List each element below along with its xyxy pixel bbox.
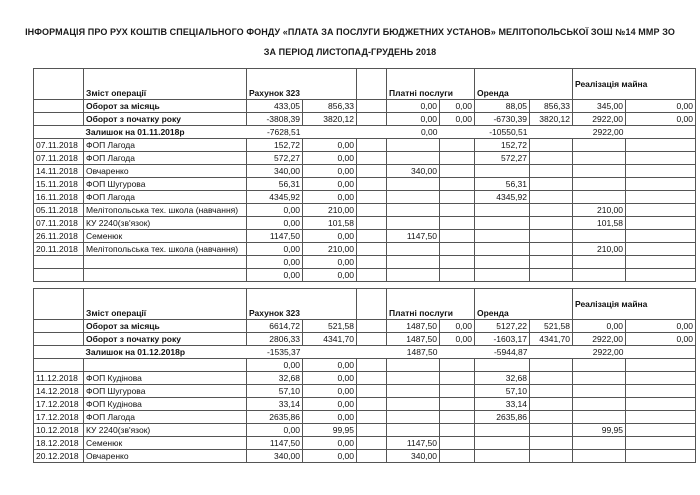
cell-paid: [387, 178, 440, 191]
cell-a: 1147,50: [247, 437, 303, 450]
cell-empty: [357, 398, 387, 411]
cell: 0,00: [440, 113, 475, 126]
cell-empty: [357, 411, 387, 424]
cell-sale: [573, 178, 626, 191]
cell-empty: [626, 372, 696, 385]
cell-empty: [626, 437, 696, 450]
table-row: [34, 424, 696, 437]
cell: 0,00: [626, 100, 696, 113]
cell-rent: 56,31: [475, 178, 530, 191]
cell-empty: [530, 437, 573, 450]
cell-sale: [573, 372, 626, 385]
cell-empty: [357, 204, 387, 217]
cell-a: 0,00: [247, 243, 303, 256]
cell-paid: [387, 372, 440, 385]
balance-row: [34, 346, 696, 359]
cell-paid: [387, 359, 440, 372]
cell-a: 572,27: [247, 152, 303, 165]
cell-empty: [530, 243, 573, 256]
cell-empty: [530, 424, 573, 437]
cell-sale: [573, 152, 626, 165]
cell: 4341,70: [303, 333, 357, 346]
header-row: [34, 69, 696, 100]
cell-op: Мелітопольська тех. школа (навчання): [84, 243, 247, 256]
cell-empty: [357, 424, 387, 437]
cell-empty: [626, 411, 696, 424]
cell-empty: [530, 178, 573, 191]
cell-op: ФОП Кудінова: [84, 372, 247, 385]
cell-paid: [387, 269, 440, 282]
cell-sale: 99,95: [573, 424, 626, 437]
cell-op: Мелітопольська тех. школа (навчання): [84, 204, 247, 217]
cell-empty: [626, 424, 696, 437]
table-row: [34, 178, 696, 191]
cell-empty: [440, 437, 475, 450]
cell: 0,00: [387, 126, 440, 139]
cell: 2922,00: [573, 333, 626, 346]
cell: 0,00: [573, 320, 626, 333]
cell-empty: [626, 191, 696, 204]
cell-op: Семенюк: [84, 437, 247, 450]
cell-b: 0,00: [303, 398, 357, 411]
cell-op: ФОП Лагода: [84, 411, 247, 424]
cell-sale: [573, 269, 626, 282]
cell-paid: [387, 139, 440, 152]
header-account: Рахунок 323: [247, 289, 357, 320]
cell-b: 99,95: [303, 424, 357, 437]
cell: -1603,17: [475, 333, 530, 346]
cell-op: [84, 269, 247, 282]
cell-empty: [530, 191, 573, 204]
header-account: Рахунок 323: [247, 69, 357, 100]
cell-date: 05.11.2018: [34, 204, 84, 217]
cell: 3820,12: [303, 113, 357, 126]
cell-rent: [475, 243, 530, 256]
cell: 433,05: [247, 100, 303, 113]
cell-op: КУ 2240(зв'язок): [84, 424, 247, 437]
cell-empty: [626, 398, 696, 411]
header-paid: Платні послуги: [387, 289, 475, 320]
cell-a: 0,00: [247, 256, 303, 269]
cell-empty: [440, 256, 475, 269]
table-row: [34, 204, 696, 217]
cell-paid: [387, 243, 440, 256]
cell-b: 0,00: [303, 191, 357, 204]
cell-a: 0,00: [247, 204, 303, 217]
table-row: [34, 385, 696, 398]
header-sale: Реалізація майна: [573, 69, 696, 100]
cell: -6730,39: [475, 113, 530, 126]
turnover-label: Оборот за місяць: [84, 100, 247, 113]
cell-b: 210,00: [303, 204, 357, 217]
cell: 521,58: [303, 320, 357, 333]
cell-rent: [475, 165, 530, 178]
cell-a: 57,10: [247, 385, 303, 398]
cell-empty: [440, 450, 475, 463]
cell-empty: [440, 372, 475, 385]
cell-rent: 33,14: [475, 398, 530, 411]
cell-a: 340,00: [247, 450, 303, 463]
cell: -1535,37: [247, 346, 303, 359]
cell-a: 32,68: [247, 372, 303, 385]
cell: 0,00: [440, 100, 475, 113]
cell-date: [34, 359, 84, 372]
header-paid: Платні послуги: [387, 69, 475, 100]
cell-rent: [475, 230, 530, 243]
cell-empty: [626, 385, 696, 398]
cell-op: ФОП Кудінова: [84, 398, 247, 411]
cell-b: 0,00: [303, 359, 357, 372]
cell-sale: 210,00: [573, 204, 626, 217]
cell-empty: [357, 191, 387, 204]
cell: 1487,50: [387, 346, 440, 359]
cell-date: 26.11.2018: [34, 230, 84, 243]
cell: 521,58: [530, 320, 573, 333]
cell-empty: [626, 217, 696, 230]
cell-empty: [530, 450, 573, 463]
cell-empty: [440, 139, 475, 152]
cell: 88,05: [475, 100, 530, 113]
cell-date: 20.12.2018: [34, 450, 84, 463]
cell-date: 07.11.2018: [34, 139, 84, 152]
cell-empty: [530, 230, 573, 243]
cell-date: 18.12.2018: [34, 437, 84, 450]
cell-empty: [626, 269, 696, 282]
cell: 2806,33: [247, 333, 303, 346]
table-row: [34, 269, 696, 282]
cell-b: 0,00: [303, 256, 357, 269]
cell-date: 16.11.2018: [34, 191, 84, 204]
cell-empty: [626, 450, 696, 463]
header-rent: Оренда: [475, 69, 573, 100]
cell-empty: [530, 359, 573, 372]
document-title: ІНФОРМАЦІЯ ПРО РУХ КОШТІВ СПЕЦІАЛЬНОГО ФОНДУ «ПЛАТА ЗА ПОСЛУГИ БЮДЖЕТНИХ УСТАНОВ» МЕЛІТОПОЛЬСЬКОЇ ЗОШ №14 ММР ЗО: [25, 27, 675, 37]
table-row: [34, 411, 696, 424]
cell-rent: [475, 204, 530, 217]
table-row: [34, 152, 696, 165]
cell-empty: [440, 398, 475, 411]
header-rent: Оренда: [475, 289, 573, 320]
cell-b: 0,00: [303, 269, 357, 282]
header-operation: Зміст операції: [84, 289, 247, 320]
cell-sale: [573, 191, 626, 204]
cell-op: ФОП Лагода: [84, 139, 247, 152]
cell-sale: [573, 450, 626, 463]
cell-b: 0,00: [303, 411, 357, 424]
cell-empty: [626, 204, 696, 217]
balance-label: Залишок на 01.11.2018р: [84, 126, 247, 139]
cell-empty: [440, 269, 475, 282]
cell: 0,00: [387, 100, 440, 113]
table-row: [34, 230, 696, 243]
cell-empty: [357, 372, 387, 385]
cell-op: Семенюк: [84, 230, 247, 243]
cell-rent: [475, 424, 530, 437]
cell-empty: [440, 204, 475, 217]
cell-empty: [357, 385, 387, 398]
cell-rent: 2635,86: [475, 411, 530, 424]
cell-paid: 340,00: [387, 450, 440, 463]
cell-a: 0,00: [247, 217, 303, 230]
november-table: [33, 68, 696, 282]
balance-row: [34, 126, 696, 139]
cell-a: 56,31: [247, 178, 303, 191]
cell-rent: [475, 450, 530, 463]
december-transactions: [34, 359, 696, 463]
cell-b: 0,00: [303, 230, 357, 243]
header-sale: Реалізація майна: [573, 289, 696, 320]
cell-date: 07.11.2018: [34, 152, 84, 165]
cell-empty: [626, 178, 696, 191]
cell-b: 0,00: [303, 437, 357, 450]
cell-sale: 101,58: [573, 217, 626, 230]
cell-a: 33,14: [247, 398, 303, 411]
cell-a: 2635,86: [247, 411, 303, 424]
cell-empty: [440, 191, 475, 204]
cell-date: [34, 269, 84, 282]
cell: 2922,00: [573, 113, 626, 126]
cell-date: 14.11.2018: [34, 165, 84, 178]
cell: 6614,72: [247, 320, 303, 333]
cell-empty: [626, 152, 696, 165]
table-row: [34, 243, 696, 256]
cell-sale: [573, 385, 626, 398]
cell-empty: [626, 256, 696, 269]
cell-empty: [357, 178, 387, 191]
cell-empty: [626, 359, 696, 372]
cell: 0,00: [626, 333, 696, 346]
cell-empty: [440, 165, 475, 178]
cell-op: Овчаренко: [84, 165, 247, 178]
cell-empty: [530, 398, 573, 411]
cell-a: 0,00: [247, 424, 303, 437]
cell-empty: [530, 165, 573, 178]
cell: 0,00: [626, 113, 696, 126]
table-row: [34, 256, 696, 269]
cell-op: ФОП Лагода: [84, 191, 247, 204]
cell-empty: [357, 450, 387, 463]
cell-b: 101,58: [303, 217, 357, 230]
cell-rent: [475, 437, 530, 450]
ytd-row: [34, 113, 696, 126]
cell-empty: [357, 269, 387, 282]
table-row: [34, 139, 696, 152]
cell: 856,33: [530, 100, 573, 113]
cell: 0,00: [387, 113, 440, 126]
document-period: ЗА ПЕРІОД ЛИСТОПАД-ГРУДЕНЬ 2018: [263, 47, 437, 57]
cell-op: [84, 359, 247, 372]
cell: 2922,00: [573, 126, 626, 139]
cell-empty: [530, 139, 573, 152]
cell-sale: [573, 411, 626, 424]
cell-date: 15.11.2018: [34, 178, 84, 191]
cell-empty: [626, 230, 696, 243]
cell: -5944,87: [475, 346, 530, 359]
cell-a: 4345,92: [247, 191, 303, 204]
cell: 345,00: [573, 100, 626, 113]
cell-b: 0,00: [303, 165, 357, 178]
ytd-label: Оборот з початку року: [84, 333, 247, 346]
ytd-row: [34, 333, 696, 346]
cell-empty: [530, 372, 573, 385]
cell-empty: [357, 230, 387, 243]
cell-op: ФОП Шугурова: [84, 385, 247, 398]
cell: -3808,39: [247, 113, 303, 126]
cell: 0,00: [440, 320, 475, 333]
header-row: [34, 289, 696, 320]
cell-empty: [440, 178, 475, 191]
cell-empty: [530, 256, 573, 269]
cell: -7628,51: [247, 126, 303, 139]
cell-sale: [573, 165, 626, 178]
cell-rent: 4345,92: [475, 191, 530, 204]
cell: -10550,51: [475, 126, 530, 139]
table-row: [34, 191, 696, 204]
cell-b: 0,00: [303, 385, 357, 398]
cell-sale: [573, 256, 626, 269]
cell-op: [84, 256, 247, 269]
cell-date: 20.11.2018: [34, 243, 84, 256]
cell-empty: [530, 204, 573, 217]
cell-b: 210,00: [303, 243, 357, 256]
cell-sale: [573, 437, 626, 450]
cell-b: 0,00: [303, 450, 357, 463]
cell: 1487,50: [387, 333, 440, 346]
cell-empty: [357, 256, 387, 269]
cell-empty: [440, 385, 475, 398]
cell: 4341,70: [530, 333, 573, 346]
december-table: [33, 288, 696, 463]
cell-date: [34, 256, 84, 269]
ytd-label: Оборот з початку року: [84, 113, 247, 126]
cell-empty: [357, 165, 387, 178]
cell-rent: 572,27: [475, 152, 530, 165]
cell-empty: [440, 243, 475, 256]
cell-empty: [530, 269, 573, 282]
cell-empty: [440, 217, 475, 230]
cell-rent: [475, 359, 530, 372]
cell-a: 152,72: [247, 139, 303, 152]
cell-empty: [530, 385, 573, 398]
cell-empty: [440, 424, 475, 437]
cell-empty: [357, 437, 387, 450]
cell: 3820,12: [530, 113, 573, 126]
cell-empty: [530, 217, 573, 230]
cell-paid: [387, 191, 440, 204]
cell-empty: [626, 139, 696, 152]
cell-a: 340,00: [247, 165, 303, 178]
cell-rent: [475, 217, 530, 230]
cell-empty: [530, 152, 573, 165]
cell-date: 14.12.2018: [34, 385, 84, 398]
cell-empty: [440, 230, 475, 243]
cell: 5127,22: [475, 320, 530, 333]
table-row: [34, 359, 696, 372]
table-row: [34, 398, 696, 411]
cell: 1487,50: [387, 320, 440, 333]
balance-label: Залишок на 01.12.2018р: [84, 346, 247, 359]
cell-empty: [626, 243, 696, 256]
cell-a: 0,00: [247, 269, 303, 282]
cell-empty: [440, 152, 475, 165]
cell-paid: [387, 256, 440, 269]
cell-date: 10.12.2018: [34, 424, 84, 437]
cell-empty: [530, 411, 573, 424]
cell: 0,00: [626, 320, 696, 333]
cell-paid: [387, 152, 440, 165]
cell-paid: 340,00: [387, 165, 440, 178]
cell: 2922,00: [573, 346, 626, 359]
cell-rent: 57,10: [475, 385, 530, 398]
table-row: [34, 217, 696, 230]
turnover-row: [34, 100, 696, 113]
cell-paid: [387, 204, 440, 217]
cell-paid: 1147,50: [387, 437, 440, 450]
cell-sale: [573, 139, 626, 152]
cell-b: 0,00: [303, 178, 357, 191]
turnover-row: [34, 320, 696, 333]
cell: 0,00: [440, 333, 475, 346]
cell-b: 0,00: [303, 139, 357, 152]
cell-empty: [626, 165, 696, 178]
cell-a: 0,00: [247, 359, 303, 372]
cell-rent: 32,68: [475, 372, 530, 385]
cell-paid: [387, 411, 440, 424]
cell-sale: [573, 398, 626, 411]
cell-empty: [440, 411, 475, 424]
cell-op: ФОП Лагода: [84, 152, 247, 165]
cell-sale: 210,00: [573, 243, 626, 256]
cell-op: КУ 2240(зв'язок): [84, 217, 247, 230]
table-row: [34, 437, 696, 450]
cell-empty: [357, 359, 387, 372]
cell-paid: 1147,50: [387, 230, 440, 243]
cell-b: 0,00: [303, 152, 357, 165]
cell-date: 07.11.2018: [34, 217, 84, 230]
cell-paid: [387, 217, 440, 230]
cell-rent: [475, 269, 530, 282]
cell-paid: [387, 424, 440, 437]
cell-op: Овчаренко: [84, 450, 247, 463]
cell-date: 11.12.2018: [34, 372, 84, 385]
turnover-label: Оборот за місяць: [84, 320, 247, 333]
cell-rent: [475, 256, 530, 269]
cell-rent: 152,72: [475, 139, 530, 152]
cell-paid: [387, 385, 440, 398]
cell-sale: [573, 230, 626, 243]
cell-sale: [573, 359, 626, 372]
table-row: [34, 372, 696, 385]
cell-a: 1147,50: [247, 230, 303, 243]
table-row: [34, 450, 696, 463]
cell-op: ФОП Шугурова: [84, 178, 247, 191]
cell-empty: [357, 152, 387, 165]
cell-b: 0,00: [303, 372, 357, 385]
cell: 856,33: [303, 100, 357, 113]
cell-paid: [387, 398, 440, 411]
cell-date: 17.12.2018: [34, 398, 84, 411]
cell-empty: [357, 243, 387, 256]
november-transactions: [34, 139, 696, 282]
header-operation: Зміст операції: [84, 69, 247, 100]
cell-date: 17.12.2018: [34, 411, 84, 424]
table-row: [34, 165, 696, 178]
cell-empty: [440, 359, 475, 372]
cell-empty: [357, 139, 387, 152]
cell-empty: [357, 217, 387, 230]
